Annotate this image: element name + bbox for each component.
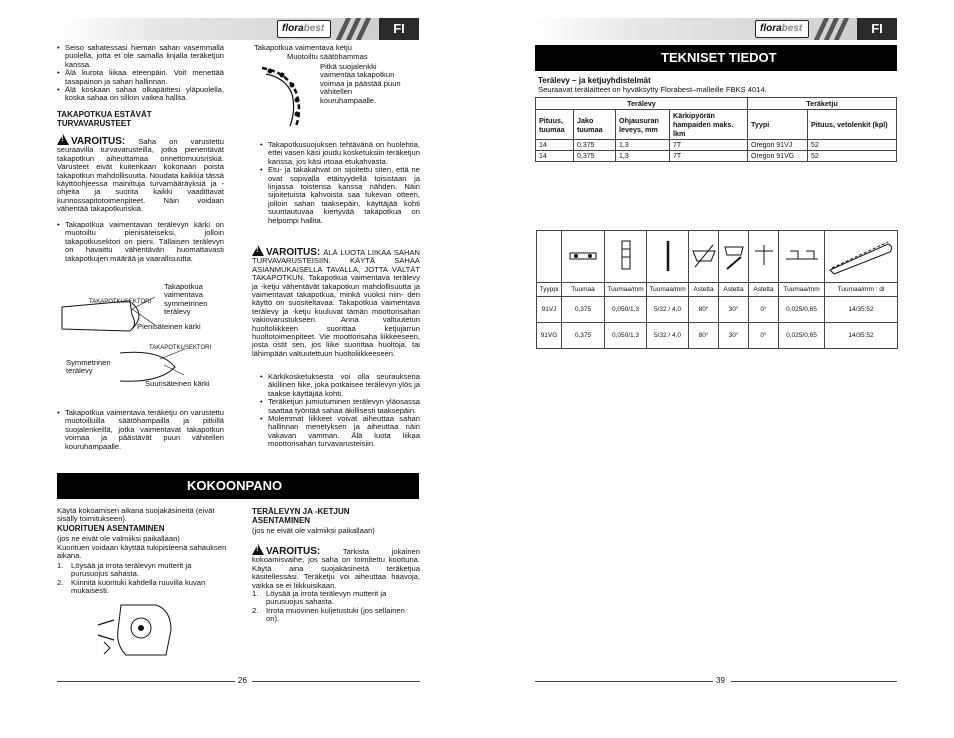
section-title-specs: TEKNISET TIEDOT xyxy=(535,45,897,71)
column-header: Astetta xyxy=(689,283,719,297)
table-cell: 5/32 / 4,0 xyxy=(647,297,689,323)
chain-depth-label: Muotoiltu säätöhammas xyxy=(287,52,368,61)
file-icon xyxy=(647,231,689,283)
top-plate-angle-icon xyxy=(689,231,719,283)
page-header xyxy=(535,18,897,40)
chain-link-label: Pitkä suojalenkki vaimentaa takapotkun voimaa ja päästää puun vähitellen kouruhampaalle. xyxy=(320,62,401,105)
warning-icon xyxy=(252,245,264,256)
assembly-intro: Käytä kokoamisen aikana suojakäsineitä (eivät sisälly toimitukseen). xyxy=(57,506,215,524)
cover-text: Kuorituen voidaan käyttää tukipisteenä sahauksen aikana. xyxy=(57,543,227,561)
warning-3 xyxy=(252,544,420,590)
logo-text: flora xyxy=(760,23,782,34)
list-item: • Älä koskaan sahaa olkapäittesi yläpuolella, koska sahaa on silloin vaikea hallita. xyxy=(65,86,224,103)
language-badge: FI xyxy=(379,18,419,40)
table-cell: 52 xyxy=(808,151,897,162)
table-cell: 0,025/0,65 xyxy=(779,297,825,323)
bullets-mid xyxy=(260,141,420,225)
list-item: • Älä kurota liikaa eteenpäin. Voit menettää tasapainon ja sahan hallinnan. xyxy=(65,69,224,86)
list-item: • Takapotkua vaimentavan terälevyn kärki on muotoiltu pienisäteiseksi, jolloin takapotkusektori on pieni. Tällaisen terälevyn on havaittu vähentävän huomattavasti takapotkujen määrää ja vaarallisuutta. xyxy=(65,221,224,263)
table-cell: Oregon 91VG xyxy=(748,151,808,162)
cover-steps xyxy=(57,562,227,596)
chain-spec-table xyxy=(536,230,898,349)
column-header: Ohjausuran leveys, mm xyxy=(616,110,670,140)
table-cell: 91VJ xyxy=(537,297,562,323)
combination-text: Seuraavat terälaitteet on hyväksytty Florabest–malleille FBKS 4014. xyxy=(538,85,767,94)
bar-steps xyxy=(252,590,420,624)
list-item: • Takapotkua vaimentava teräketju on varustettu muotoilluilla säätöhampailla ja pitkillä suojalenkeillä, jotka vaimentavat takapotkun voimaa ja päästävät puun vähitellen kouruhampaalle. xyxy=(65,409,224,451)
depth-gauge-icon xyxy=(779,231,825,283)
table-cell: 14 xyxy=(536,140,574,151)
warning-text: Tarkista jokainen kokoamisvaihe, jos saha on toimitettu koottuna. Käytä aina suojakäsineitä teräketjua käsitellessäsi. Teräketju voi aiheuttaa haavoja, vaikka se ei liikkuisikaan. xyxy=(252,547,420,590)
table-header-row xyxy=(537,283,898,297)
table-row xyxy=(537,323,898,349)
cover-heading: KUORITUEN ASENTAMINEN xyxy=(57,524,165,533)
table-cell: 80° xyxy=(689,297,719,323)
language-badge: FI xyxy=(857,18,897,40)
kickback-sector-label-2: TAKAPOTKUSEKTORI xyxy=(149,345,212,351)
column-header: Tuumaa/mm xyxy=(779,283,825,297)
warning-2 xyxy=(252,245,420,358)
bullet-symmetric xyxy=(57,221,224,263)
page-number: 39 xyxy=(716,676,725,685)
table-cell: 0° xyxy=(749,297,779,323)
pitch-icon xyxy=(562,231,605,283)
low-kickback-chain-figure xyxy=(252,58,312,128)
section-title-assembly: KOKOONPANO xyxy=(57,473,419,499)
bar-chain-icon xyxy=(825,231,898,283)
warning-icon xyxy=(252,544,264,555)
table-row xyxy=(536,151,897,162)
warning-text: Takapotkua vaimentava terälevy ja -ketju vähentävät takapotkun mahdollisuutta ja vaimentavat takapotkua, minkä vuoksi niin- den käyttö on suositeltavaa. Takapotkua vaimentava terälevy ja -ketju kuuluvat tämän moottorisahan vakiovarustukseen. Anna valtuutetun huoltoliikkeen suorittaa ketjujarrun huoltotoimenpiteet. Vie moottorisaha liikkeeseen, josta ostit sen, jos liike suorittaa huoltoja, tai lähimpään valtuutettuun huoltoliikkeeseen. xyxy=(252,273,420,358)
bar-heading: TERÄLEVYN JA -KETJUN ASENTAMINEN xyxy=(252,507,350,525)
warning-label: VAROITUS: xyxy=(71,136,126,147)
warning-caps-text: ÄLÄ LUOTA LIIKAA SAHAN TURVAVARUSTEISIIN. KÄYTÄ SAHAA ASIANMUKAISELLA TAVALLA, JOTTA VÄLTÄT TAKAPOTKUN. xyxy=(252,248,420,283)
table-cell: 0,375 xyxy=(562,323,605,349)
gauge-icon xyxy=(605,231,647,283)
chain-figure-title: Takapotkua vaimentava ketju xyxy=(254,43,352,52)
logo-sub-text: best xyxy=(781,23,803,34)
right-page xyxy=(477,0,954,738)
list-item: 2. Kiinnitä kuorituki kahdella ruuvilla kuvan mukaisesti. xyxy=(57,577,206,596)
saw-cover-figure xyxy=(96,600,176,660)
kickback-sector-label-1: TAKAPOTKUSEKTORI xyxy=(89,299,152,305)
logo-sub-text: best xyxy=(303,23,325,34)
column-header: Tuumaa/mm xyxy=(605,283,647,297)
column-header: Astetta xyxy=(719,283,749,297)
bullets-bottom xyxy=(260,373,420,449)
column-header: Tuumaa/mm : dl xyxy=(825,283,898,297)
column-header: Pituus, vetolenkit (kpl) xyxy=(808,110,897,140)
table-cell: 14 xyxy=(536,151,574,162)
table-row xyxy=(537,297,898,323)
table-cell: 30° xyxy=(719,297,749,323)
table-cell: 0° xyxy=(749,323,779,349)
bullets-top xyxy=(57,44,224,103)
list-item: • Molemmat liikkeet voivat aiheuttaa sahan hallinnan menetyksen ja aiheuttaa näin vakavan vamman. Älä luota liikaa moottorisahan turvavarusteisiin. xyxy=(268,415,420,449)
table-cell: 7T xyxy=(670,140,748,151)
column-header: Astetta xyxy=(749,283,779,297)
column-header: Kärkipyörän hampaiden maks. lkm xyxy=(670,110,748,140)
side-plate-angle-icon xyxy=(749,231,779,283)
table-cell: 14/35:52 xyxy=(825,297,898,323)
logo-text: flora xyxy=(282,23,304,34)
table-cell: 0,375 xyxy=(562,297,605,323)
table-cell: 30° xyxy=(719,323,749,349)
florabest-logo xyxy=(755,20,809,38)
table-cell: 0,025/0,65 xyxy=(779,323,825,349)
table-cell: 0,050/1,3 xyxy=(605,297,647,323)
florabest-logo xyxy=(277,20,331,38)
table-header-row xyxy=(536,110,897,140)
table-row xyxy=(536,140,897,151)
spec-table xyxy=(535,97,897,162)
cover-subheading: (jos ne eivät ole valmiiksi paikallaan) xyxy=(57,534,180,543)
column-header: Tuumaa xyxy=(562,283,605,297)
table-cell: 80° xyxy=(689,323,719,349)
column-header: Pituus, tuumaa xyxy=(536,110,574,140)
column-header: Tyypi xyxy=(748,110,808,140)
warning-label: VAROITUS: xyxy=(266,546,321,557)
list-item: 2. Irrota muovinen kuljetustuki (jos sellainen on). xyxy=(252,605,405,624)
list-item: • Teräketjun jumiutuminen terälevyn yläosassa saattaa työntää sahaa äkillisesti taaksepäin. xyxy=(268,398,420,415)
table-cell: 1,3 xyxy=(616,140,670,151)
table-cell: 1,3 xyxy=(616,151,670,162)
list-item: 1. Löysää ja irrota terälevyn mutterit ja purusuojus sahasta. xyxy=(57,561,192,579)
warning-label: VAROITUS: xyxy=(266,247,321,258)
warning-1 xyxy=(57,134,224,214)
table-cell: 0,050/1,3 xyxy=(605,323,647,349)
list-item: • Takapotkusuojuksen tehtävänä on huolehtia, ettei vasen käsi joudu kosketuksiin teräketjun kanssa, jos käsi irtoaa etukahvasta. xyxy=(268,141,420,166)
page-number: 26 xyxy=(238,676,247,685)
tip-label-1: Pienisäteinen kärki xyxy=(137,322,201,331)
page-header xyxy=(57,18,419,40)
list-item: • Etu- ja takakahvat on sijoitettu siten, että ne ovat sopivalla etäisyydellä toisistaan ja linjassa toistensa kanssa nähden. Näin sijoitetuista kahvoista saa tukevan otteen, jolloin sahan taaksepäin, käyttäjää kohti suuntautuvaa kiertyvää takapotkua on helpompi hallita. xyxy=(268,166,420,225)
table-cell: 14/35:52 xyxy=(825,323,898,349)
table-cell xyxy=(537,231,562,283)
list-item: • Seiso sahatessasi hieman sahan vasemmalla puolella, jotta et ole samalla linjalla teräketjun kanssa. xyxy=(65,44,224,69)
table-cell: 5/32 / 4,0 xyxy=(647,323,689,349)
column-header: Jako tuumaa xyxy=(574,110,616,140)
table-header-group xyxy=(536,98,897,110)
column-header: Tuumaa/mm xyxy=(647,283,689,297)
warning-text: Saha on varustettu seuraavilla turvavarusteilla, jotka pienentävät takapotkun aiheuttamaa onnettomuusriskiä. Varusteet eivät kuitenkaan kokonaan poista takapotkun mahdollisuutta. Noudata kaikkia tässä käyttöohjeessa mainittuja turvamääräyksiä ja -ohjeita ja suorita kaikki vaadittavat kunnossapitotoimenpiteet. Näin voidaan vähentää takapotkuriskiä. xyxy=(57,137,224,214)
column-header: Tyyppi xyxy=(537,283,562,297)
combination-heading: Terälevy – ja ketjuyhdistelmät xyxy=(538,76,651,85)
icon-row xyxy=(537,231,898,283)
bar-subheading: (jos ne eivät ole valmiiksi paikallaan) xyxy=(252,526,375,535)
table-group-label: Teräketju xyxy=(748,98,897,110)
table-cell: Oregon 91VJ xyxy=(748,140,808,151)
tip-label-2: Suurisäteinen kärki xyxy=(145,379,210,388)
list-item: • Kärkikosketuksesta voi olla seurauksena äkillinen liike, joka potkaisee terälevyn ylös ja taakse käyttäjää kohti. xyxy=(268,373,420,398)
table-cell: 0,375 xyxy=(574,140,616,151)
file-angle-icon xyxy=(719,231,749,283)
table-cell: 0,375 xyxy=(574,151,616,162)
list-item: 1. Löysää ja irrota terälevyn mutterit ja purusuojus sahasta. xyxy=(252,589,387,607)
bar-label-2: Symmetrinen terälevy xyxy=(66,358,111,376)
table-cell: 7T xyxy=(670,151,748,162)
kickback-heading: TAKAPOTKUA ESTÄVÄT TURVAVARUSTEET xyxy=(57,110,152,128)
table-cell: 91VG xyxy=(537,323,562,349)
bullet-chain xyxy=(57,409,224,451)
table-cell: 52 xyxy=(808,140,897,151)
warning-icon xyxy=(57,134,69,145)
table-group-label: Terälevy xyxy=(536,98,748,110)
bar-label-1: Takapotkua vaimentava symmetrinen terälevy xyxy=(164,282,208,317)
